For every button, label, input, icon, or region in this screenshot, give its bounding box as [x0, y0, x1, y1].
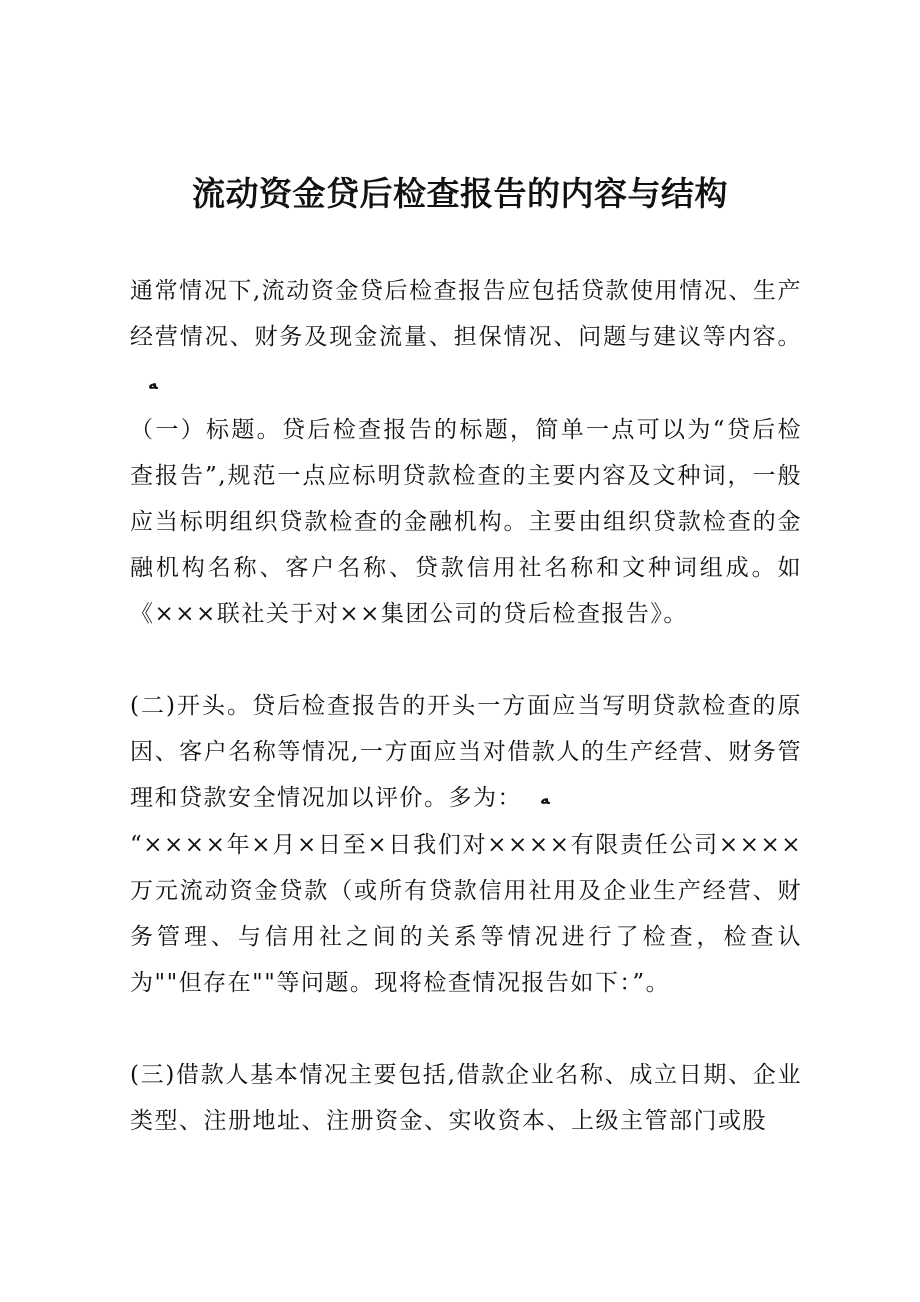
paragraph-spacer — [130, 637, 802, 683]
paragraph-intro — [130, 268, 802, 407]
paragraph-quote — [130, 822, 802, 1006]
document-title: 流动资金贷后检查报告的内容与结构 — [192, 174, 728, 213]
paragraph-text: (三)借款人基本情况主要包括,借款企业名称、成立日期、企业类型、注册地址、注册资金、实收资本、上级主管部门或股 — [130, 1062, 802, 1134]
document-body — [130, 268, 802, 1144]
paragraph-text: (二)开头。贷后检查报告的开头一方面应当写明贷款检查的原因、客户名称等情况,一方面应当对借款人的生产经营、财务管理和贷款安全情况加以评价。多为： — [130, 693, 802, 811]
paragraph-text: （一）标题。贷后检查报告的标题，简单一点可以为“贷后检查报告”,规范一点应标明贷款检查的主要内容及文种词，一般应当标明组织贷款检查的金融机构。主要由组织贷款检查的金融机构名称、客户名称、贷款信用社名称和文种词组成。如《×××联社关于对××集团公司的贷后检查报告》。 — [130, 417, 802, 627]
paragraph-section-2 — [130, 683, 802, 822]
paragraph-mark: ﻪ — [540, 789, 550, 808]
paragraph-mark: ﻪ — [148, 374, 158, 393]
paragraph-spacer — [130, 1006, 802, 1052]
paragraph-text: “××××年×月×日至×日我们对××××有限责任公司××××万元流动资金贷款（或所有贷款信用社用及企业生产经营、财务管理、与信用社之间的关系等情况进行了检查，检查认为""但存在""等问题。现将检查情况报告如下：”。 — [130, 832, 802, 996]
paragraph-text: 通常情况下,流动资金贷后检查报告应包括贷款使用情况、生产经营情况、财务及现金流量、担保情况、问题与建议等内容。 — [130, 278, 802, 350]
paragraph-section-1 — [130, 407, 802, 637]
paragraph-section-3 — [130, 1052, 802, 1144]
